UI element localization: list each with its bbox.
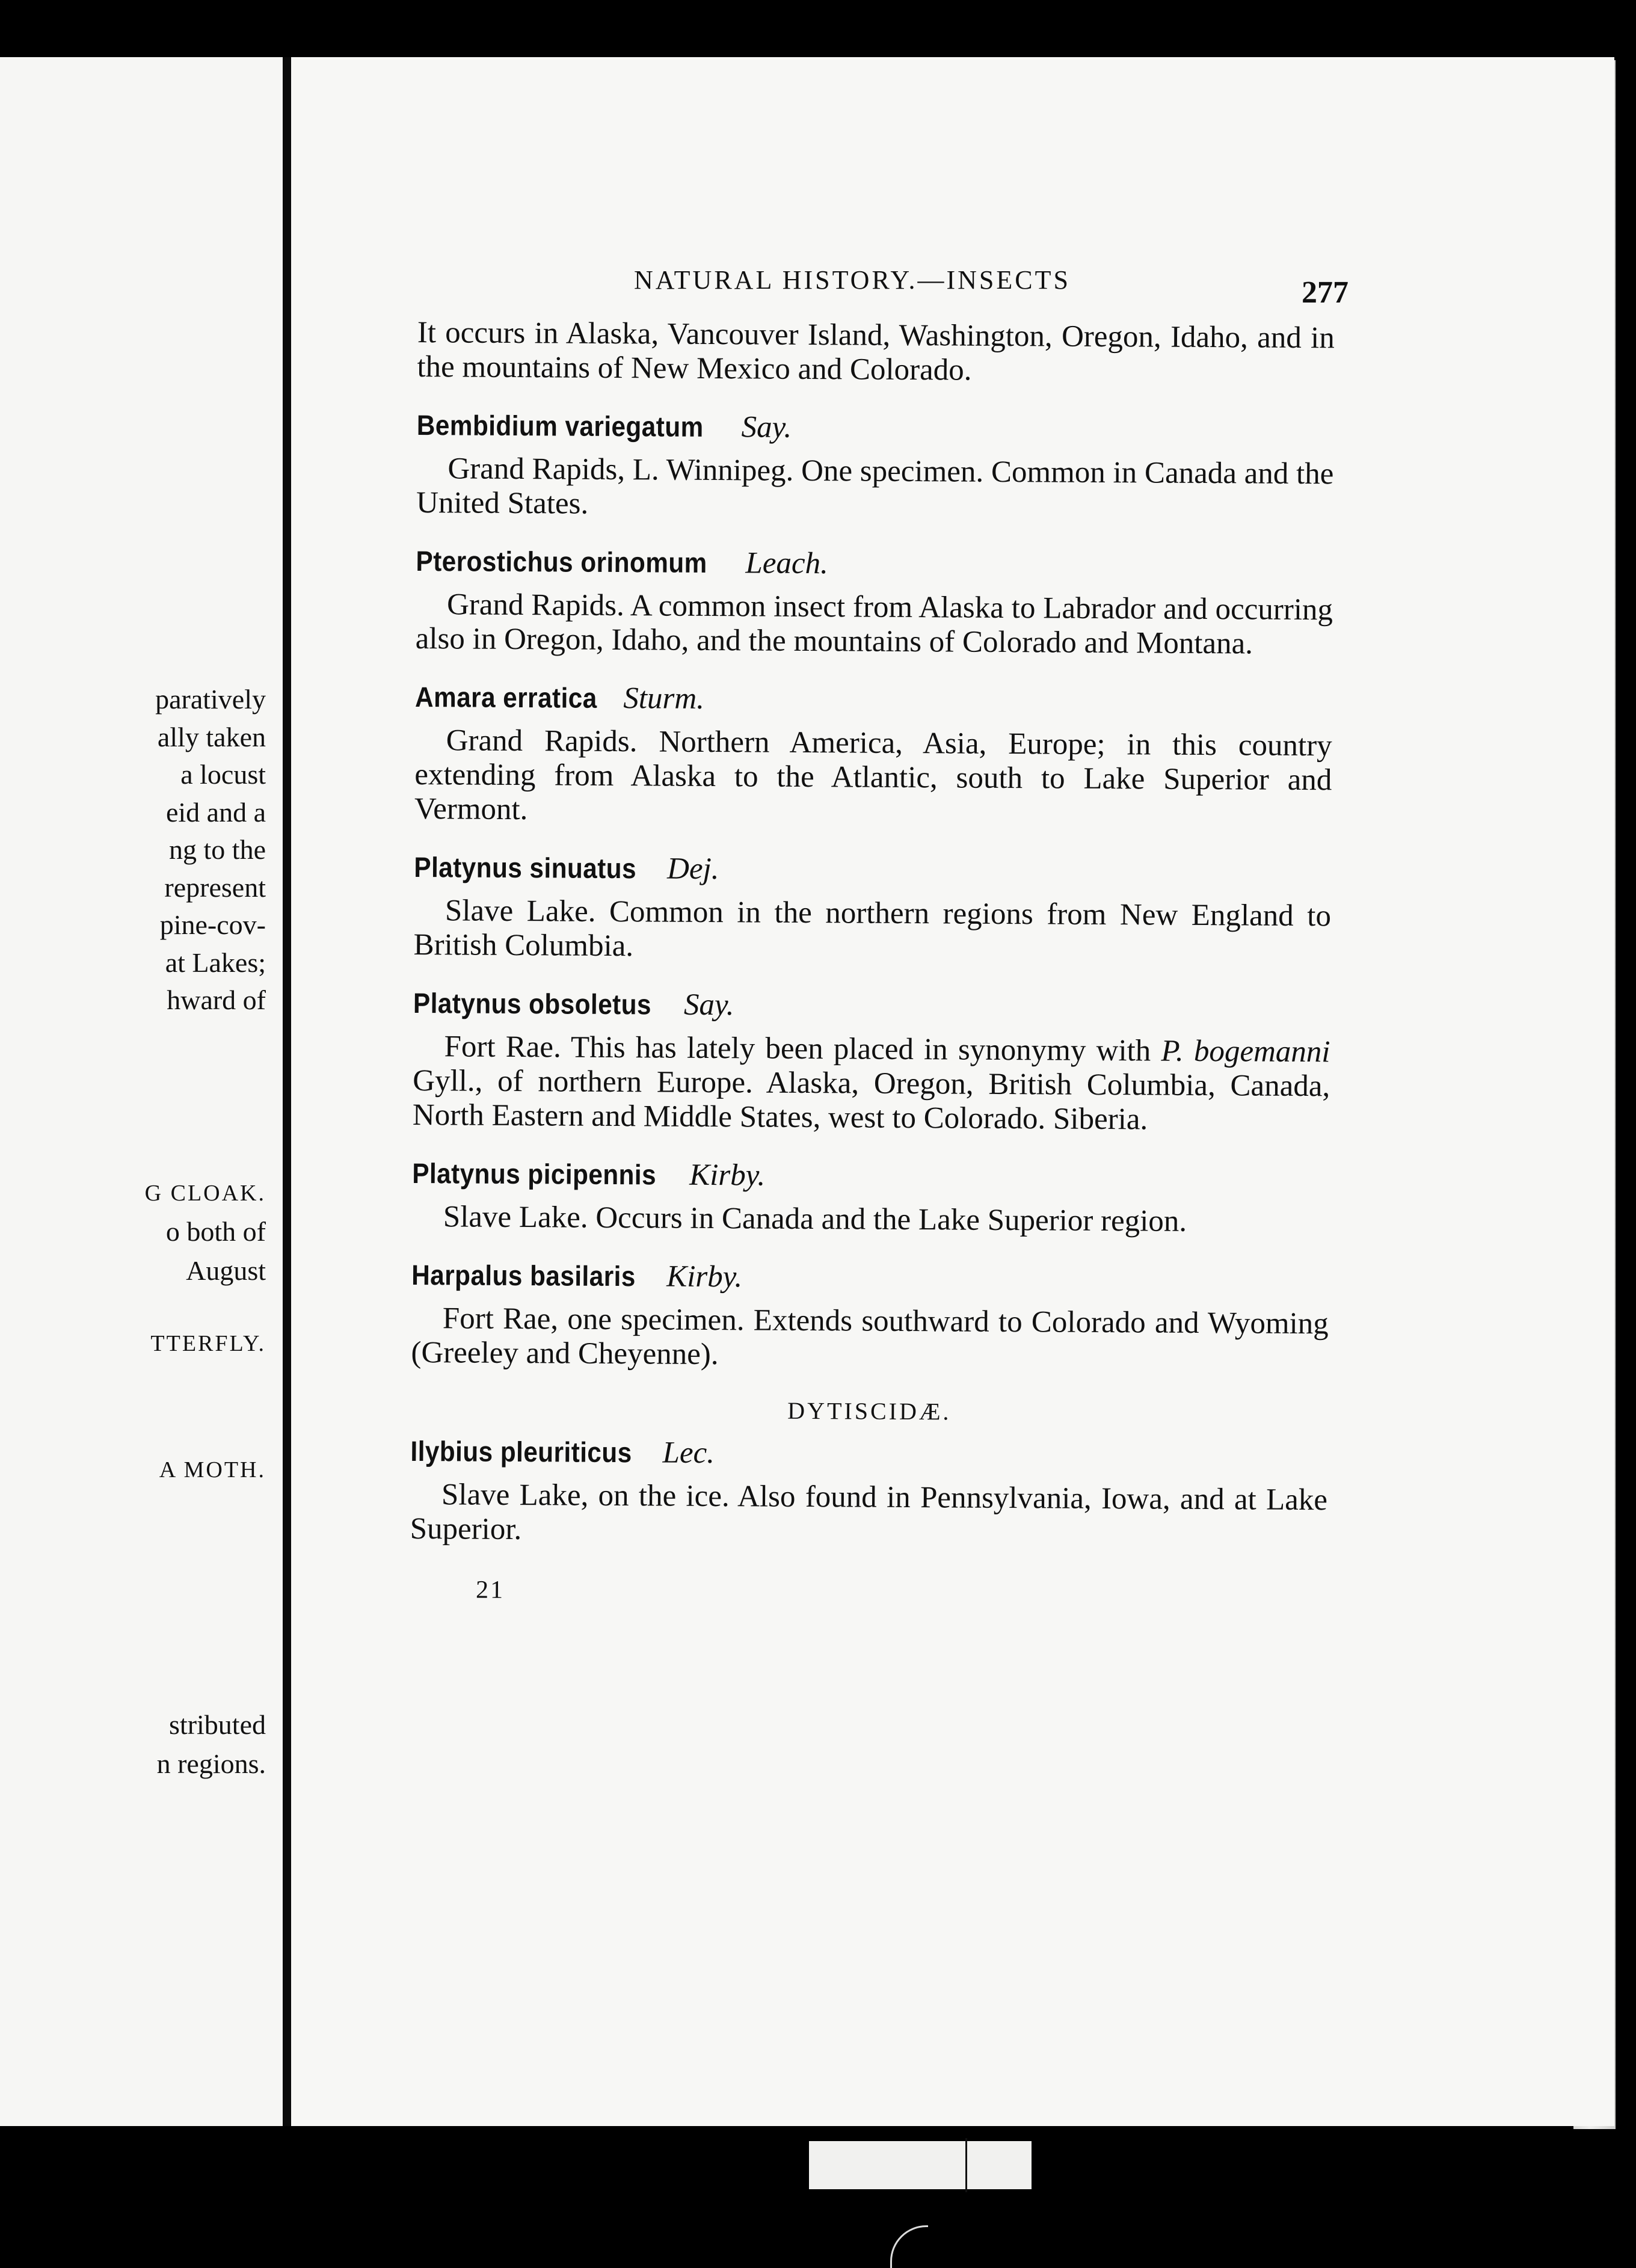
left-page-line: A MOTH. <box>159 1457 266 1483</box>
species-name: Platynus obsoletus <box>413 986 652 1021</box>
left-page-line: o both of <box>165 1216 266 1247</box>
species-authority: Say. <box>683 988 734 1022</box>
species-entry <box>410 1433 1328 1552</box>
species-entry <box>416 543 1333 662</box>
species-heading <box>417 407 1334 449</box>
description-text: Fort Rae. This has lately been placed in synonymy with <box>444 1030 1161 1068</box>
species-description: Slave Lake. Occurs in Canada and the Lake Superior region. <box>443 1200 1187 1238</box>
species-heading <box>416 543 1333 585</box>
left-page-line: hward of <box>167 985 266 1015</box>
species-entry <box>413 849 1331 968</box>
description-text: Gyll., of northern Europe. Alaska, Oregon, British Columbia, Canada, North Eastern and Middle States, west to Colorado. Siberia. <box>412 1063 1330 1137</box>
species-heading <box>414 849 1331 891</box>
species-authority: Kirby. <box>689 1158 766 1193</box>
species-description: Slave Lake. Common in the northern regions from New England to British Columbia. <box>413 894 1332 963</box>
left-page-line: TTERFLY. <box>150 1331 266 1356</box>
species-name: Pterostichus orinomum <box>416 544 707 579</box>
species-name: Bembidium variegatum <box>416 408 704 443</box>
species-authority: Leach. <box>745 546 829 581</box>
left-page-line: ally taken <box>157 722 266 752</box>
species-entry <box>416 407 1334 526</box>
left-page-line: G CLOAK. <box>144 1181 266 1206</box>
species-heading <box>410 1433 1327 1475</box>
species-entry <box>411 1257 1329 1375</box>
left-page-line: at Lakes; <box>165 947 266 978</box>
left-page-line: a locust <box>180 759 266 790</box>
species-authority: Sturm. <box>623 681 705 716</box>
left-page-line: paratively <box>155 684 266 715</box>
book-gutter <box>283 57 291 2126</box>
species-authority: Kirby. <box>666 1259 743 1294</box>
species-authority: Lec. <box>662 1436 715 1471</box>
species-description: Grand Rapids, L. Winnipeg. One specimen. Common in Canada and the United States. <box>416 452 1334 521</box>
species-name: Ilybius pleuriticus <box>410 1434 632 1469</box>
italic-species-reference: P. bogemanni <box>1161 1034 1330 1069</box>
left-page-line: stributed <box>169 1709 266 1740</box>
species-description: Grand Rapids. Northern America, Asia, Europe; in this country extending from Alaska to the Atlantic, south to Lake Superior and Vermont. <box>414 724 1332 827</box>
bookmark-tab-line <box>965 2138 967 2192</box>
species-entry <box>413 985 1330 1138</box>
page-number: 277 <box>1302 275 1348 310</box>
species-description <box>413 1030 1330 1138</box>
species-heading <box>411 1257 1329 1298</box>
species-description: Slave Lake, on the ice. Also found in Pennsylvania, Iowa, and at Lake Superior. <box>410 1478 1328 1547</box>
species-entry <box>412 1155 1330 1240</box>
species-heading <box>415 679 1332 721</box>
species-name: Platynus sinuatus <box>414 850 637 885</box>
intro-paragraph: It occurs in Alaska, Vancouver Island, Washington, Oregon, Idaho, and in the mountains of New Mexico and Colorado. <box>417 316 1335 387</box>
right-page <box>291 57 1614 2126</box>
bookmark-tab <box>809 2141 1032 2189</box>
species-heading <box>413 985 1330 1027</box>
species-description: Fort Rae, one specimen. Extends southward to Colorado and Wyoming (Greeley and Cheyenne). <box>411 1301 1329 1372</box>
species-name: Harpalus basilaris <box>411 1258 636 1292</box>
left-page-line: pine-cov- <box>159 909 266 940</box>
species-name: Platynus picipennis <box>412 1157 657 1191</box>
left-page-line: August <box>186 1255 266 1286</box>
species-name: Amara erratica <box>414 680 597 714</box>
running-head: NATURAL HISTORY.—INSECTS <box>634 265 1071 295</box>
left-page-line: represent <box>164 872 266 903</box>
left-page-line: ng to the <box>169 834 266 865</box>
species-description: Grand Rapids. A common insect from Alaska to Labrador and occurring also in Oregon, Idaho, and the mountains of Colorado and Montana. <box>415 588 1333 661</box>
species-entry <box>414 679 1332 832</box>
species-authority: Say. <box>741 410 792 444</box>
page-corner-curl <box>890 2225 928 2268</box>
species-heading <box>412 1155 1329 1197</box>
family-section-heading: DYTISCIDÆ. <box>787 1397 952 1425</box>
page-body <box>410 316 1335 1609</box>
left-facing-page <box>0 57 283 2126</box>
left-page-line: n regions. <box>156 1748 266 1779</box>
folio-signature: 21 <box>475 1576 505 1604</box>
left-page-line: eid and a <box>165 797 266 828</box>
species-authority: Dej. <box>666 852 719 887</box>
